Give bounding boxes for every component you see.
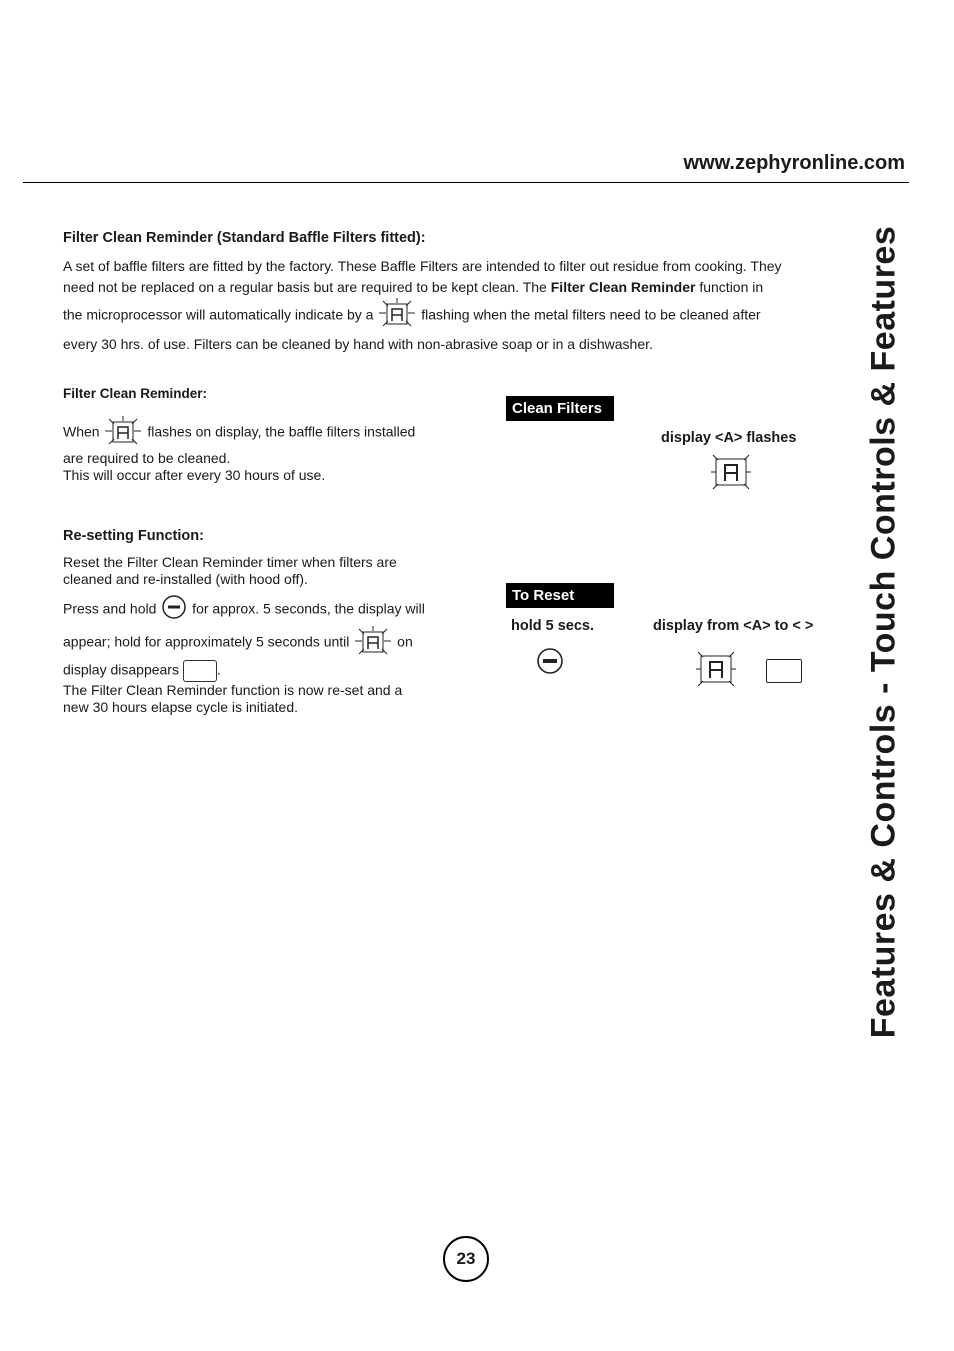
section-heading-reminder: Filter Clean Reminder:: [63, 386, 208, 401]
intro-text: the microprocessor will automatically indicate by a: [63, 306, 378, 323]
flashing-a-icon: [711, 452, 751, 497]
minus-circle-icon: [160, 594, 188, 626]
website-url: www.zephyronline.com: [683, 152, 905, 174]
clean-filters-badge: Clean Filters: [506, 396, 614, 421]
reset-text-part: for approx. 5 seconds, the display will: [188, 600, 425, 617]
intro-text: flashing when the metal filters need to be cleaned after: [417, 306, 761, 323]
flashing-a-icon: [103, 416, 143, 450]
reminder-line-3: This will occur after every 30 hours of use.: [63, 467, 326, 483]
flashing-a-icon: [377, 298, 417, 334]
reset-text-2: [63, 594, 445, 716]
reset-text-part: Press and hold: [63, 600, 161, 617]
reset-text-part: display disappears: [63, 661, 183, 678]
display-from-to-label: display from <A> to < >: [653, 618, 814, 634]
reset-text-part: .: [216, 661, 221, 678]
reset-line-2: cleaned and re-installed (with hood off).: [63, 571, 308, 587]
reset-line-7: new 30 hours elapse cycle is initiated.: [63, 699, 299, 715]
intro-line-2: [63, 277, 823, 298]
header-divider: [23, 182, 909, 183]
side-title: Features & Controls - Touch Controls & Features: [864, 225, 903, 1039]
reset-text-part: on: [393, 633, 413, 650]
hold-label: hold 5 secs.: [511, 618, 595, 634]
reset-line-1: Reset the Filter Clean Reminder timer when filters are: [63, 554, 397, 570]
blank-display-icon: [183, 660, 217, 682]
intro-line-4: every 30 hrs. of use. Filters can be cleaned by hand with non-abrasive soap or in a dishwasher.: [63, 336, 653, 352]
reset-line-5: [63, 660, 445, 682]
intro-bold-text: Filter Clean Reminder: [550, 279, 696, 295]
reminder-line-2: are required to be cleaned.: [63, 450, 231, 466]
page-number: 23: [443, 1236, 489, 1282]
reset-line-4: [63, 626, 445, 660]
reminder-text: [63, 416, 435, 484]
to-reset-badge: To Reset: [506, 583, 614, 608]
reset-line-6: The Filter Clean Reminder function is now re-set and a: [63, 682, 403, 698]
flashing-a-icon: [696, 649, 736, 694]
reset-text-1: [63, 554, 418, 588]
reminder-text-part: flashes on display, the baffle filters installed: [143, 423, 416, 440]
minus-circle-icon: [535, 647, 565, 682]
reset-line-3: [63, 594, 445, 626]
intro-text: function in: [695, 279, 764, 295]
reminder-line-1: [63, 416, 435, 450]
blank-display-icon: [766, 659, 802, 683]
flashing-a-icon: [353, 626, 393, 660]
intro-line-1: A set of baffle filters are fitted by the factory. These Baffle Filters are intended to filter out residue from cooking. They: [63, 258, 782, 274]
section-heading-filter-clean: Filter Clean Reminder (Standard Baffle Filters fitted):: [63, 230, 426, 246]
display-flashes-label: display <A> flashes: [661, 430, 797, 446]
reset-text-part: appear; hold for approximately 5 seconds until: [63, 633, 354, 650]
intro-line-3: [63, 298, 823, 334]
intro-paragraph: [63, 256, 823, 355]
section-heading-resetting: Re-setting Function:: [63, 528, 204, 544]
reminder-text-part: When: [63, 423, 104, 440]
intro-text: need not be replaced on a regular basis but are required to be kept clean. The: [63, 279, 551, 295]
